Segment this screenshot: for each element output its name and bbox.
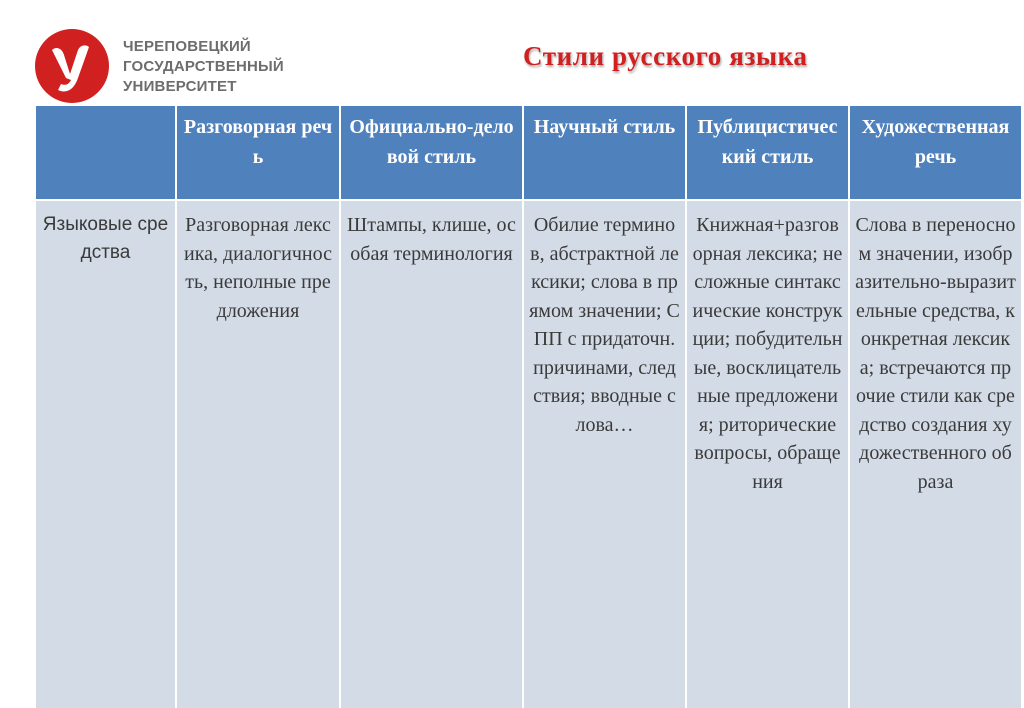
table-row xyxy=(35,200,1021,708)
column-header-colloquial: Разговорная речь xyxy=(176,105,340,200)
column-header-official: Официально-деловой стиль xyxy=(340,105,523,200)
table-cell-official: Штампы, клише, особая терминология xyxy=(340,200,523,708)
table-cell-journalistic: Книжная+разговорная лексика; несложные синтаксические конструкции; побудительные, восклицательные предложения; риторические вопросы, обращения xyxy=(686,200,849,708)
column-header-scientific: Научный стиль xyxy=(523,105,686,200)
table-cell-artistic: Слова в переносном значении, изобразительно-выразительные средства, конкретная лексика; встречаются прочие стили как средство создания художественного образа xyxy=(849,200,1021,708)
university-logo-icon xyxy=(34,28,110,104)
column-header-journalistic: Публицистический стиль xyxy=(686,105,849,200)
slide-header xyxy=(0,0,1024,104)
university-name xyxy=(123,37,284,97)
table-header-row xyxy=(35,105,1021,200)
table-cell-colloquial: Разговорная лексика, диалогичность, неполные предложения xyxy=(176,200,340,708)
column-header-empty xyxy=(35,105,176,200)
column-header-artistic: Художественная речь xyxy=(849,105,1021,200)
table-cell-scientific: Обилие терминов, абстрактной лексики; слова в прямом значении; СПП с придаточн. причинами, следствия; вводные слова… xyxy=(523,200,686,708)
university-name-line-2: ГОСУДАРСТВЕННЫЙ xyxy=(123,58,284,75)
university-name-line-3: УНИВЕРСИТЕТ xyxy=(123,78,237,95)
styles-table-wrapper xyxy=(34,104,1021,708)
styles-table xyxy=(34,104,1021,708)
university-name-line-1: ЧЕРЕПОВЕЦКИЙ xyxy=(123,38,251,55)
row-header-language-means: Языковые средства xyxy=(35,200,176,708)
slide-title: Стили русского языка xyxy=(523,41,808,71)
